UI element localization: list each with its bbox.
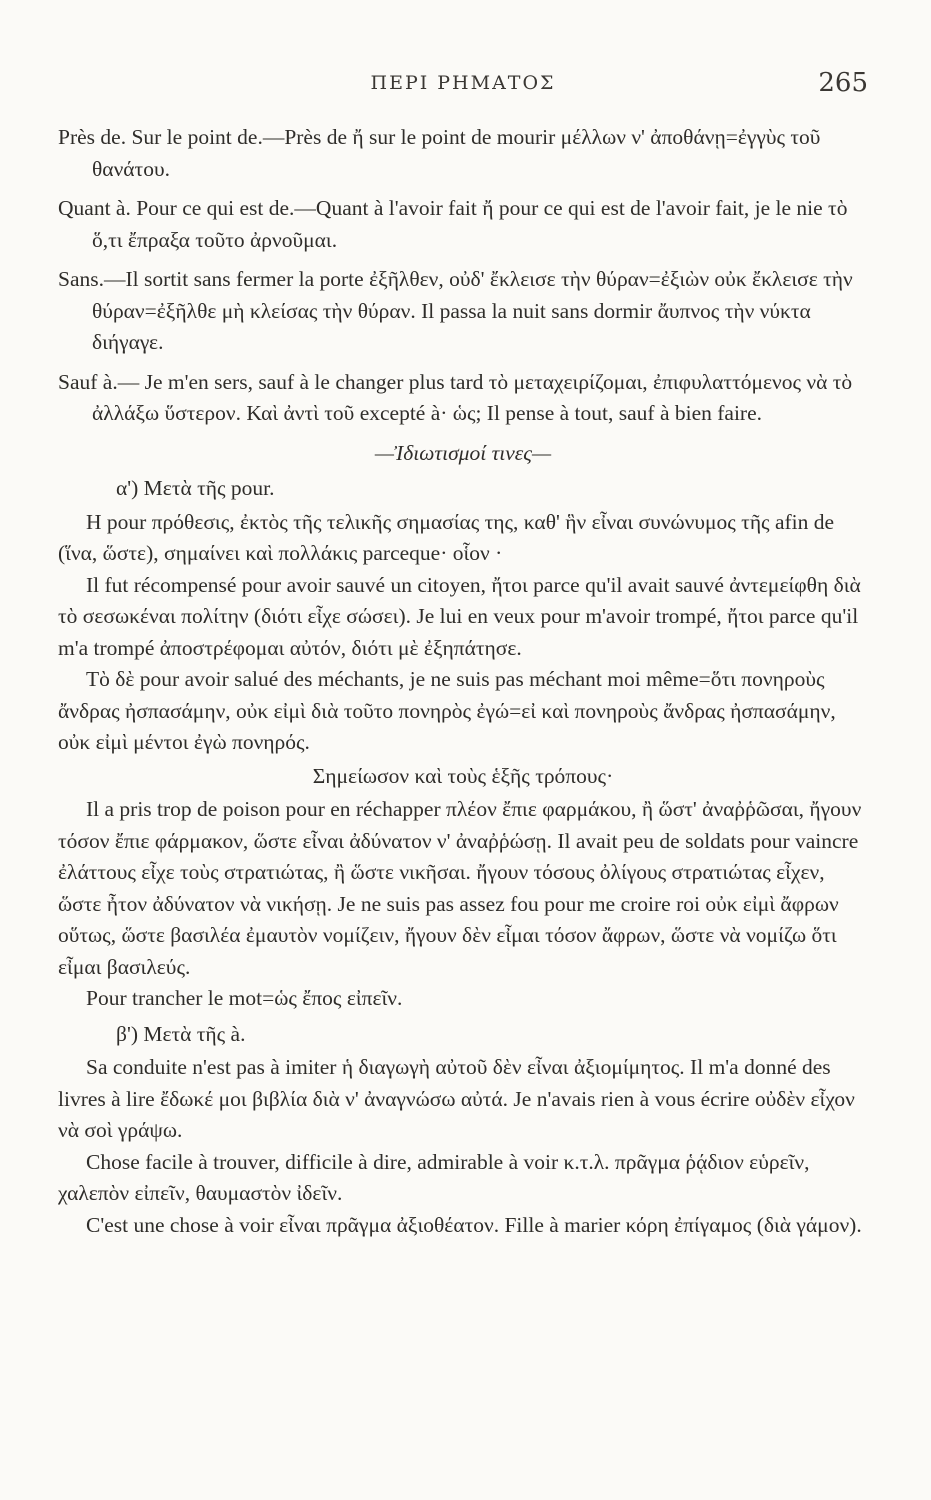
paragraph-chose-a-voir: C'est une chose à voir εἶναι πρᾶγμα ἀξιοθέατον. Fille à marier κόρη ἐπίγαμος (διὰ γάμον). (86, 1212, 862, 1237)
paragraph-pour-examples: Il fut récompensé pour avoir sauvé un citoyen, ἤτοι parce qu'il avait sauvé ἀντεμείφθη διὰ τὸ σεσωκέναι πολίτην (διότι εἶχε σώσει). Je lui en veux pour m'avoir trompé, ἤτοι parce qu'il m'a trompé ἀποστρέφομαι αὐτόν, διότι μὲ ἐξηπάτησε. (58, 572, 861, 660)
subheading-pour: α') Μετὰ τῆς pour. (116, 476, 275, 500)
running-head: ΠΕΡΙ ΡΗΜΑΤΟΣ (370, 72, 556, 94)
subheading-a: β') Μετὰ τῆς à. (116, 1021, 246, 1046)
entry-pres-de: Près de. Sur le point de.—Près de ἤ sur le point de mourir μέλλων ν' ἀποθάνῃ=ἐγγὺς τοῦ θανάτου. (58, 125, 821, 181)
paragraph-trop-pour: Il a pris trop de poison pour en réchapper πλέον ἔπιε φαρμάκου, ἢ ὥστ' ἀναῤῥῶσαι, ἤγουν τόσον ἔπιε φάρμακον, ὥστε εἶναι ἀδύνατον ν' ἀναῤῥώσῃ. Il avait peu de soldats pour vaincre ἐλάττους εἶχε τοὺς στρατιώτας, ἢ ὥστε νικῆσαι. ἤγουν τόσους ὀλίγους στρατιώτας εἶχεν, ὥστε ἦτον ἀδύνατον νὰ νικήσῃ. Je ne suis pas assez fou pour me croire roi οὐκ εἰμὶ ἄφρων οὕτως, ὥστε βασιλέα ἐμαυτὸν νομίζειν, ἤγουν δὲν εἶμαι τόσον ἄφρων, ὥστε νὰ νομίζω ὅτι εἶμαι βασιλεύς. (58, 797, 862, 979)
paragraph-a-examples: Sa conduite n'est pas à imiter ἡ διαγωγὴ αὐτοῦ δὲν εἶναι ἀξιομίμητος. Il m'a donné des livres à lire ἔδωκέ μοι βιβλία διὰ ν' ἀναγνώσω αὐτά. Je n'avais rien à vous écrire οὐδὲν εἶχον νὰ σοὶ γράψω. (58, 1055, 855, 1142)
page-header (58, 68, 868, 102)
entry-quant-a: Quant à. Pour ce qui est de.—Quant à l'avoir fait ἤ pour ce qui est de l'avoir fait, je le nie τὸ ὅ,τι ἔπραξα τοῦτο ἀρνοῦμαι. (58, 196, 848, 252)
page-body (58, 122, 868, 1241)
paragraph-pour-definition: Η pour πρόθεσις, ἐκτὸς τῆς τελικῆς σημασίας της, καθ' ἣν εἶναι συνώνυμος τῆς afin de (ἵνα, ὥστε), σημαίνει καὶ πολλάκις parceque· οἷον · (58, 509, 835, 565)
entry-sans: Sans.—Il sortit sans fermer la porte ἐξῆλθεν, οὐδ' ἔκλεισε τὴν θύραν=ἐξιὼν οὐκ ἔκλεισε τὴν θύραν=ἐξῆλθε μὴ κλείσας τὴν θύραν. Il passa la nuit sans dormir ἄυπνος τὴν νύκτα διήγαγε. (58, 267, 853, 354)
section-heading-idiotismoi: —Ἰδιωτισμοί τινες— (374, 440, 552, 465)
note-heading: Σημείωσον καὶ τοὺς ἑξῆς τρόπους· (312, 763, 614, 788)
entry-sauf-a: Sauf à.— Je m'en sers, sauf à le changer plus tard τὸ μεταχειρίζομαι, ἐπιφυλαττόμενος νὰ τὸ ἀλλάξω ὕστερον. Καὶ ἀντὶ τοῦ excepté à· ὡς; Il pense à tout, sauf à bien faire. (58, 369, 853, 425)
paragraph-pour-salue: Τὸ δὲ pour avoir salué des méchants, je ne suis pas méchant moi même=ὅτι πονηροὺς ἄνδρας ἠσπασάμην, οὐκ εἰμὶ διὰ τοῦτο πονηρὸς ἐγώ=εἰ καὶ πονηροὺς ἄνδρας ἠσπασάμην, οὐκ εἰμὶ μέντοι ἐγὼ πονηρός. (58, 667, 836, 754)
page-number: 265 (818, 68, 868, 98)
paragraph-chose-facile: Chose facile à trouver, difficile à dire, admirable à voir κ.τ.λ. πρᾶγμα ῥᾴδιον εὑρεῖν, χαλεπὸν εἰπεῖν, θαυμαστὸν ἰδεῖν. (58, 1149, 810, 1205)
paragraph-trancher: Pour trancher le mot=ὡς ἔπος εἰπεῖν. (86, 986, 403, 1010)
